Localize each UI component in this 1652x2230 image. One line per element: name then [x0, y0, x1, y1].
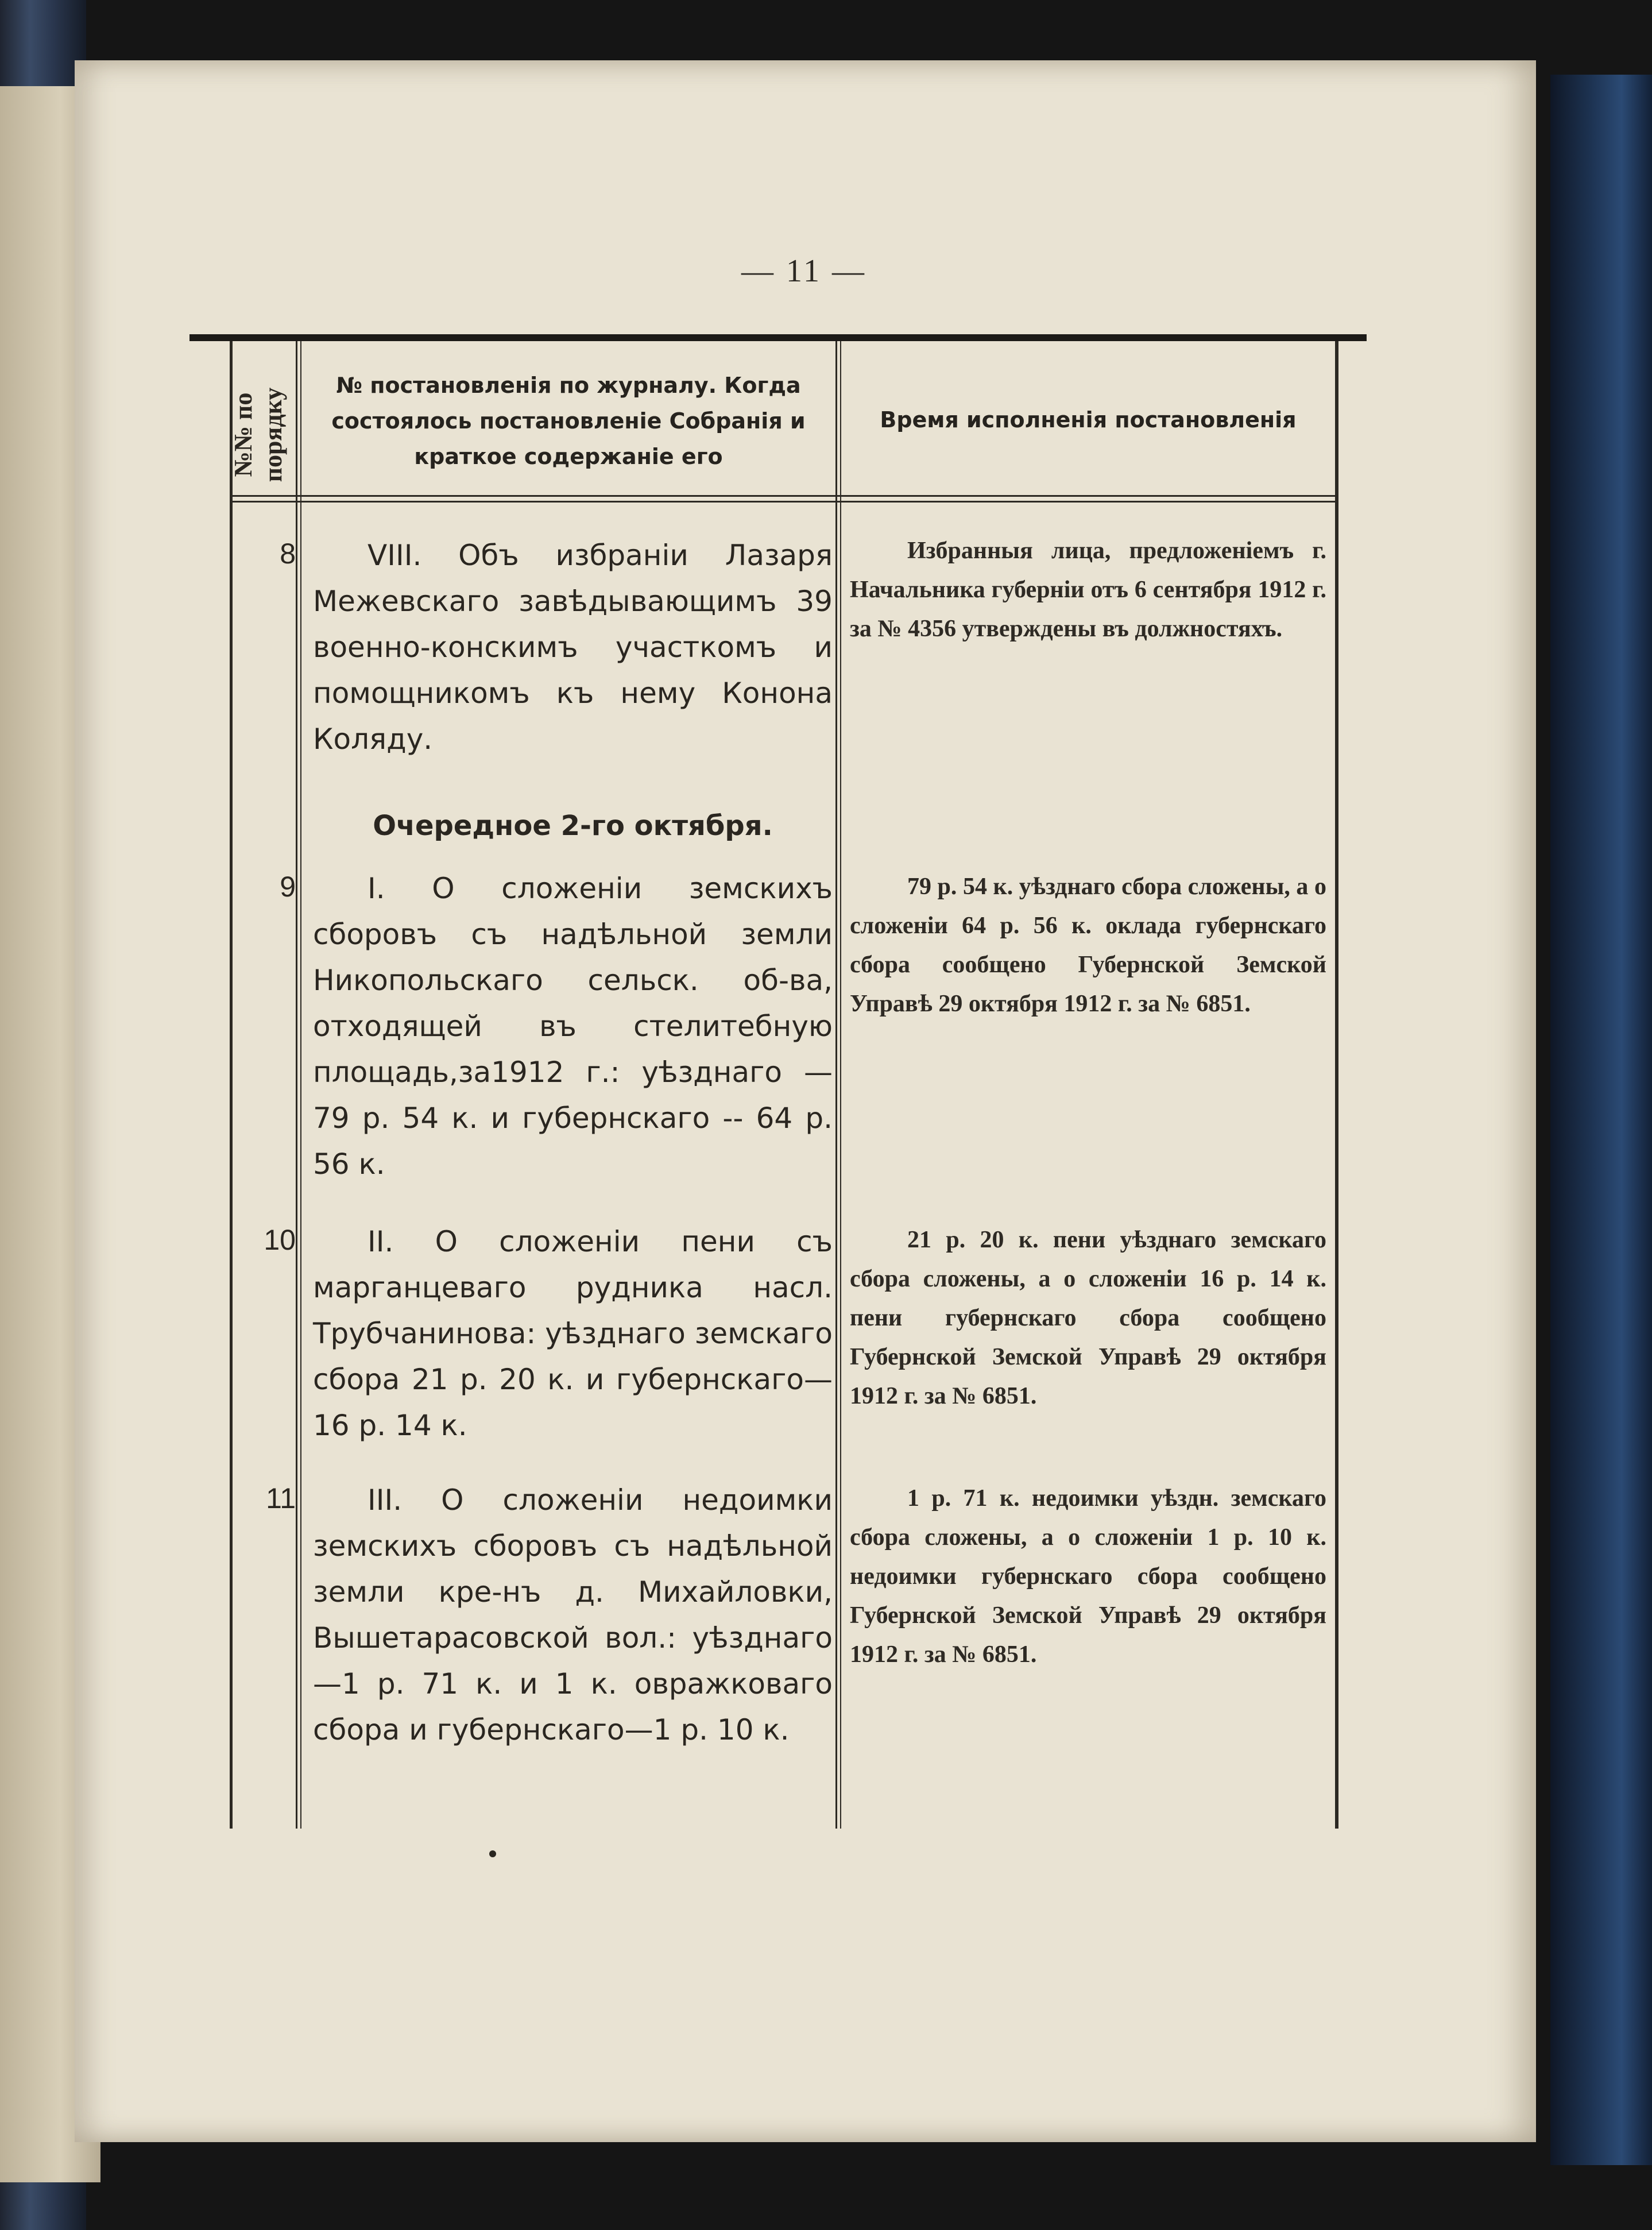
header-rule-2: [230, 501, 1338, 503]
table-top-rule: [189, 334, 1367, 341]
resolution-paragraph: II. О сложеніи пени съ марганцеваго рудника насл. Трубчанинова: уѣзднаго земскаго сбора 21 р. 20 к. и губернскаго—16 р. 14 к.: [313, 1225, 833, 1442]
column-divider-1b: [300, 341, 301, 1829]
book-binding-right: [1550, 75, 1652, 2165]
execution-paragraph: 79 р. 54 к. уѣзднаго сбора сложены, а о сложеніи 64 р. 56 к. оклада губернскаго сбора сообщено Губернской Земской Управѣ 29 октября 1912 г. за № 6851.: [850, 874, 1326, 1017]
column-divider-2: [835, 341, 837, 1829]
column-divider-1: [296, 341, 297, 1829]
row-number: 10: [264, 1224, 296, 1256]
header-resolution: № постановленія по журналу. Когда состоялось постановленіе Собранія и краткое содержаніе его: [331, 373, 806, 469]
row-number: 11: [266, 1482, 296, 1514]
resolution-text: [313, 532, 833, 762]
resolution-paragraph: VIII. Объ избраніи Лазаря Межевскаго завѣдывающимъ 39 военно-конскимъ участкомъ и помощникомъ къ нему Конона Коляду.: [313, 539, 833, 756]
execution-text: [850, 531, 1326, 648]
header-execution: Время исполненія постановленія: [880, 407, 1297, 432]
page-number: — 11 —: [741, 253, 866, 289]
header-number-column: [230, 347, 287, 494]
execution-text: [850, 1479, 1326, 1674]
resolution-text: [313, 1477, 833, 1753]
resolution-text: [313, 1219, 833, 1448]
table-left-border: [230, 341, 233, 1829]
header-rule-1: [230, 495, 1338, 497]
column-divider-2b: [840, 341, 841, 1829]
execution-text: [850, 1220, 1326, 1416]
resolution-paragraph: III. О сложеніи недоимки земскихъ сборовъ съ надѣльной земли кре-нъ д. Михайловки, Вышетарасовской вол.: уѣзднаго—1 р. 71 к. и 1 к. овражковаго сбора и губернскаго—1 р. 10 к.: [313, 1483, 833, 1746]
resolution-paragraph: I. О сложеніи земскихъ сборовъ съ надѣльной земли Никопольскаго сельск. об-ва, отходящей въ стелитебную площадь,за1912 г.: уѣзднаго — 79 р. 54 к. и губернскаго -- 64 р. 56 к.: [313, 872, 833, 1181]
section-heading: Очередное 2-го октября.: [373, 810, 773, 842]
table-right-border: [1335, 341, 1338, 1829]
row-number: 9: [280, 871, 296, 903]
execution-paragraph: Избранныя лица, предложеніемъ г. Начальника губерніи отъ 6 сентября 1912 г. за № 4356 утверждены въ должностяхъ.: [850, 538, 1326, 642]
execution-paragraph: 21 р. 20 к. пени уѣзднаго земскаго сбора сложены, а о сложеніи 16 р. 14 к. пени губернскаго сбора сообщено Губернской Земской Управѣ 29 октября 1912 г. за № 6851.: [850, 1227, 1326, 1409]
execution-text: [850, 867, 1326, 1023]
resolution-text: [313, 865, 833, 1187]
row-number: 8: [280, 538, 296, 570]
ink-dot: [489, 1850, 496, 1857]
header-number-label: №№ по порядку: [229, 387, 287, 482]
execution-paragraph: 1 р. 71 к. недоимки уѣздн. земскаго сбора сложены, а о сложеніи 1 р. 10 к. недоимки губернскаго сбора сообщено Губернской Земской Управѣ 29 октября 1912 г. за № 6851.: [850, 1485, 1326, 1668]
